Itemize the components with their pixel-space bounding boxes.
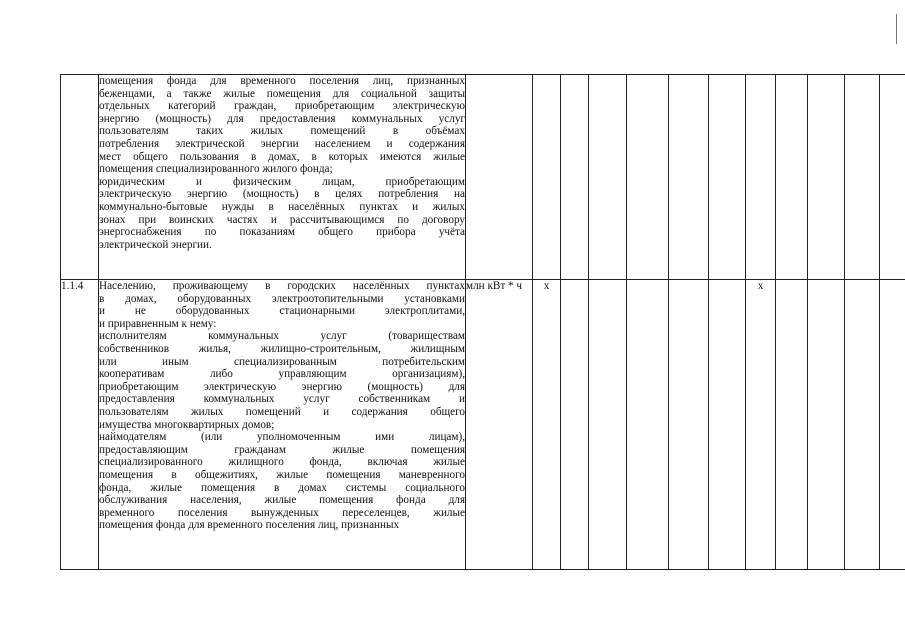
value-cell [845,280,880,570]
consumer-description [99,280,466,570]
description-line: и приравненным к нему: [99,317,217,330]
value-cell [561,280,589,570]
value-cell [669,280,709,570]
description-line: пользователям таких жилых помещений в объёмах [99,125,465,138]
value-cell: x [746,280,776,570]
description-line: собственников жилья, жилищно-строительным, жилищным [99,342,465,355]
value-cell [709,75,746,280]
description-line: Населению, проживающему в городских населённых пунктах [99,280,465,292]
page-edge-mark [896,14,897,44]
table-row [61,75,905,280]
description-line: специализированного жилищного фонда, включая жилые [99,456,465,469]
value-cell: x [533,280,561,570]
description-line: или иным специализированным потребительским [99,355,465,368]
description-line: энергоснабжения по показаниям общего прибора учёта [99,226,465,239]
unit-cell: млн кВт * ч [466,280,533,570]
value-cell [669,75,709,280]
value-cell [709,280,746,570]
value-cell [589,75,627,280]
value-cell [880,280,905,570]
value-cell [561,75,589,280]
description-line: предоставления коммунальных услуг собственникам и [99,393,465,406]
description-line: помещения фонда для временного поселения лиц, признанных [99,75,465,87]
table-row [61,280,905,570]
description-line: мест общего пользования в домах, в которых имеются жилые [99,150,465,163]
description-line: обслуживания населения, жилые помещения фонда для [99,494,465,507]
row-number [61,75,99,280]
description-line: пользователям жилых помещений и содержания общего [99,405,465,418]
row-number: 1.1.4 [61,280,99,570]
description-line: зонах при воинских частях и рассчитывающимся по договору [99,213,465,226]
value-cell [880,75,905,280]
description-line: помещения специализированного жилого фонда; [99,163,333,176]
value-cell [627,75,669,280]
description-line: временного поселения вынужденных переселенцев, жилые [99,506,465,519]
value-cell [808,75,845,280]
value-cell [845,75,880,280]
description-line: энергию (мощность) для предоставления коммунальных услуг [99,112,465,125]
description-line: наймодателям (или уполномоченным ими лицам), [99,431,465,444]
value-cell [776,280,808,570]
description-line: кооперативам либо управляющим организациям), [99,368,465,381]
unit-cell [466,75,533,280]
description-line: имущества многоквартирных домов; [99,418,275,431]
description-line: отдельных категорий граждан, приобретающим электрическую [99,100,465,113]
value-cell [776,75,808,280]
description-line: в домах, оборудованных электроотопительными установками [99,292,465,305]
description-line: фонда, жилые помещения в домах системы социального [99,481,465,494]
description-line: коммунально-бытовые нужды в населённых пунктах и жилых [99,200,465,213]
description-line: электрическую энергию (мощность) в целях потребления на [99,188,465,201]
description-line: помещения фонда для временного поселения лиц, признанных [99,519,400,532]
description-line: беженцами, а также жилые помещения для социальной защиты [99,87,465,100]
value-cell [808,280,845,570]
value-cell [589,280,627,570]
description-line: электрической энергии. [99,238,212,251]
value-cell [533,75,561,280]
description-line: приобретающим электрическую энергию (мощность) для [99,380,465,393]
consumer-description [99,75,466,280]
description-line: помещения в общежитиях, жилые помещения маневренного [99,468,465,481]
value-cell [627,280,669,570]
value-cell [746,75,776,280]
description-line: исполнителям коммунальных услуг (товариществам [99,330,465,343]
description-line: потребления электрической энергии населением и содержания [99,137,465,150]
description-line: и не оборудованных стационарными электроплитами, [99,305,465,318]
tariff-table [60,74,905,570]
description-line: юридическим и физическим лицам, приобретающим [99,175,465,188]
description-line: предоставляющим гражданам жилые помещения [99,443,465,456]
